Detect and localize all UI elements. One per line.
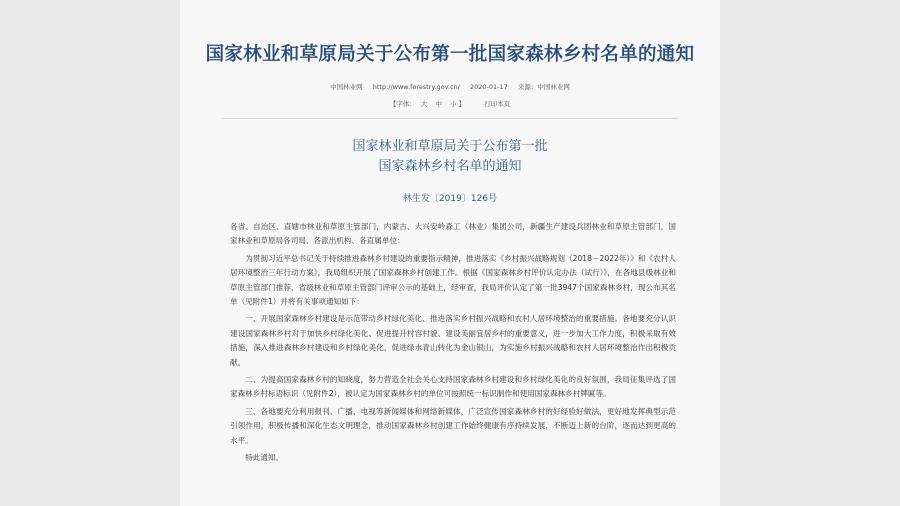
item-3-paragraph: 三、各地要充分利用报刊、广播、电视等新闻媒体和网络新媒体，广泛宣传国家森林乡村的好经验好做法，更好地发挥典型示范引领作用，积极传播和深化生态文明理念，推动国家森林乡村创建工作始终健康有序持续发展，不断迈上新的台阶，逐而达到更高的水平。: [230, 406, 676, 445]
font-large-link[interactable]: 大: [420, 100, 428, 108]
document-body: [230, 220, 676, 469]
closing-paragraph: 特此通知。: [245, 453, 284, 463]
article-origin: 来源：中国林业网: [517, 83, 570, 91]
document-title-line1: 国家林业和草原局关于公布第一批: [352, 139, 548, 154]
source-site: 中国林业网: [330, 83, 363, 91]
source-url-link[interactable]: http://www.forestry.gov.cn/: [372, 83, 460, 91]
font-size-close: 】: [458, 100, 466, 108]
divider: [222, 118, 678, 119]
font-medium-link[interactable]: 中: [435, 100, 442, 108]
intro-paragraph: 为贯彻习近平总书记关于持续推进森林乡村建设的重要指示精神，推进落实《乡村振兴战略规划（2018－2022年）》和《农村人居环境整治三年行动方案》，我局组织开展了国家森林乡村创建工作。根据《国家森林乡村评价认定办法（试行）》，在各地县级林业和草原主管部门推荐、省级林业和草原主管部门评审公示的基础上，经审查，我局评价认定了第一批3947个国家森林乡村，现公布其名单（见附件1）并将有关事项通知如下：: [230, 253, 676, 307]
article-meta: [180, 82, 720, 91]
document-number: 林生发〔2019〕126号: [402, 194, 498, 204]
article-page: [180, 0, 720, 506]
font-small-link[interactable]: 小: [450, 100, 457, 108]
publish-date: 2020-01-17: [469, 83, 508, 91]
article-title: 国家林业和草原局关于公布第一批国家森林乡村名单的通知: [205, 44, 695, 65]
addressee-paragraph: 各省、自治区、直辖市林业和草原主管部门，内蒙古、大兴安岭森工（林业）集团公司，新疆生产建设兵团林业和草原主管部门，国家林业和草原局各司局、各派出机构、各直属单位：: [230, 222, 676, 246]
print-page-link[interactable]: 打印本页: [484, 100, 511, 108]
document-title: [180, 137, 720, 177]
item-2-paragraph: 二、为提高国家森林乡村的知晓度，努力营造全社会关心支持国家森林乡村建设和乡村绿化美化的良好氛围，我局征集评选了国家森林乡村标语标识（见附件2），被认定为国家森林乡村的单位可按照统一标识制作和使用国家森林乡村牌匾等。: [230, 375, 676, 399]
article-tools: [180, 99, 720, 108]
font-size-label: 【字体：: [389, 100, 416, 108]
item-1-paragraph: 一、开展国家森林乡村建设是示范带动乡村绿化美化、推进落实乡村振兴战略和农村人居环境整治的重要措施。各地要充分认识建设国家森林乡村对于加快乡村绿化美化、促进提升村容村貌、建设美丽宜居乡村的重要意义，进一步加大工作力度，积极采取有效措施，深入推进森林乡村建设和乡村绿化美化，促进绿水青山转化为金山银山，为实施乡村振兴战略和农村人居环境整治作出积极贡献。: [230, 314, 676, 367]
document-title-line2: 国家森林乡村名单的通知: [378, 159, 522, 174]
